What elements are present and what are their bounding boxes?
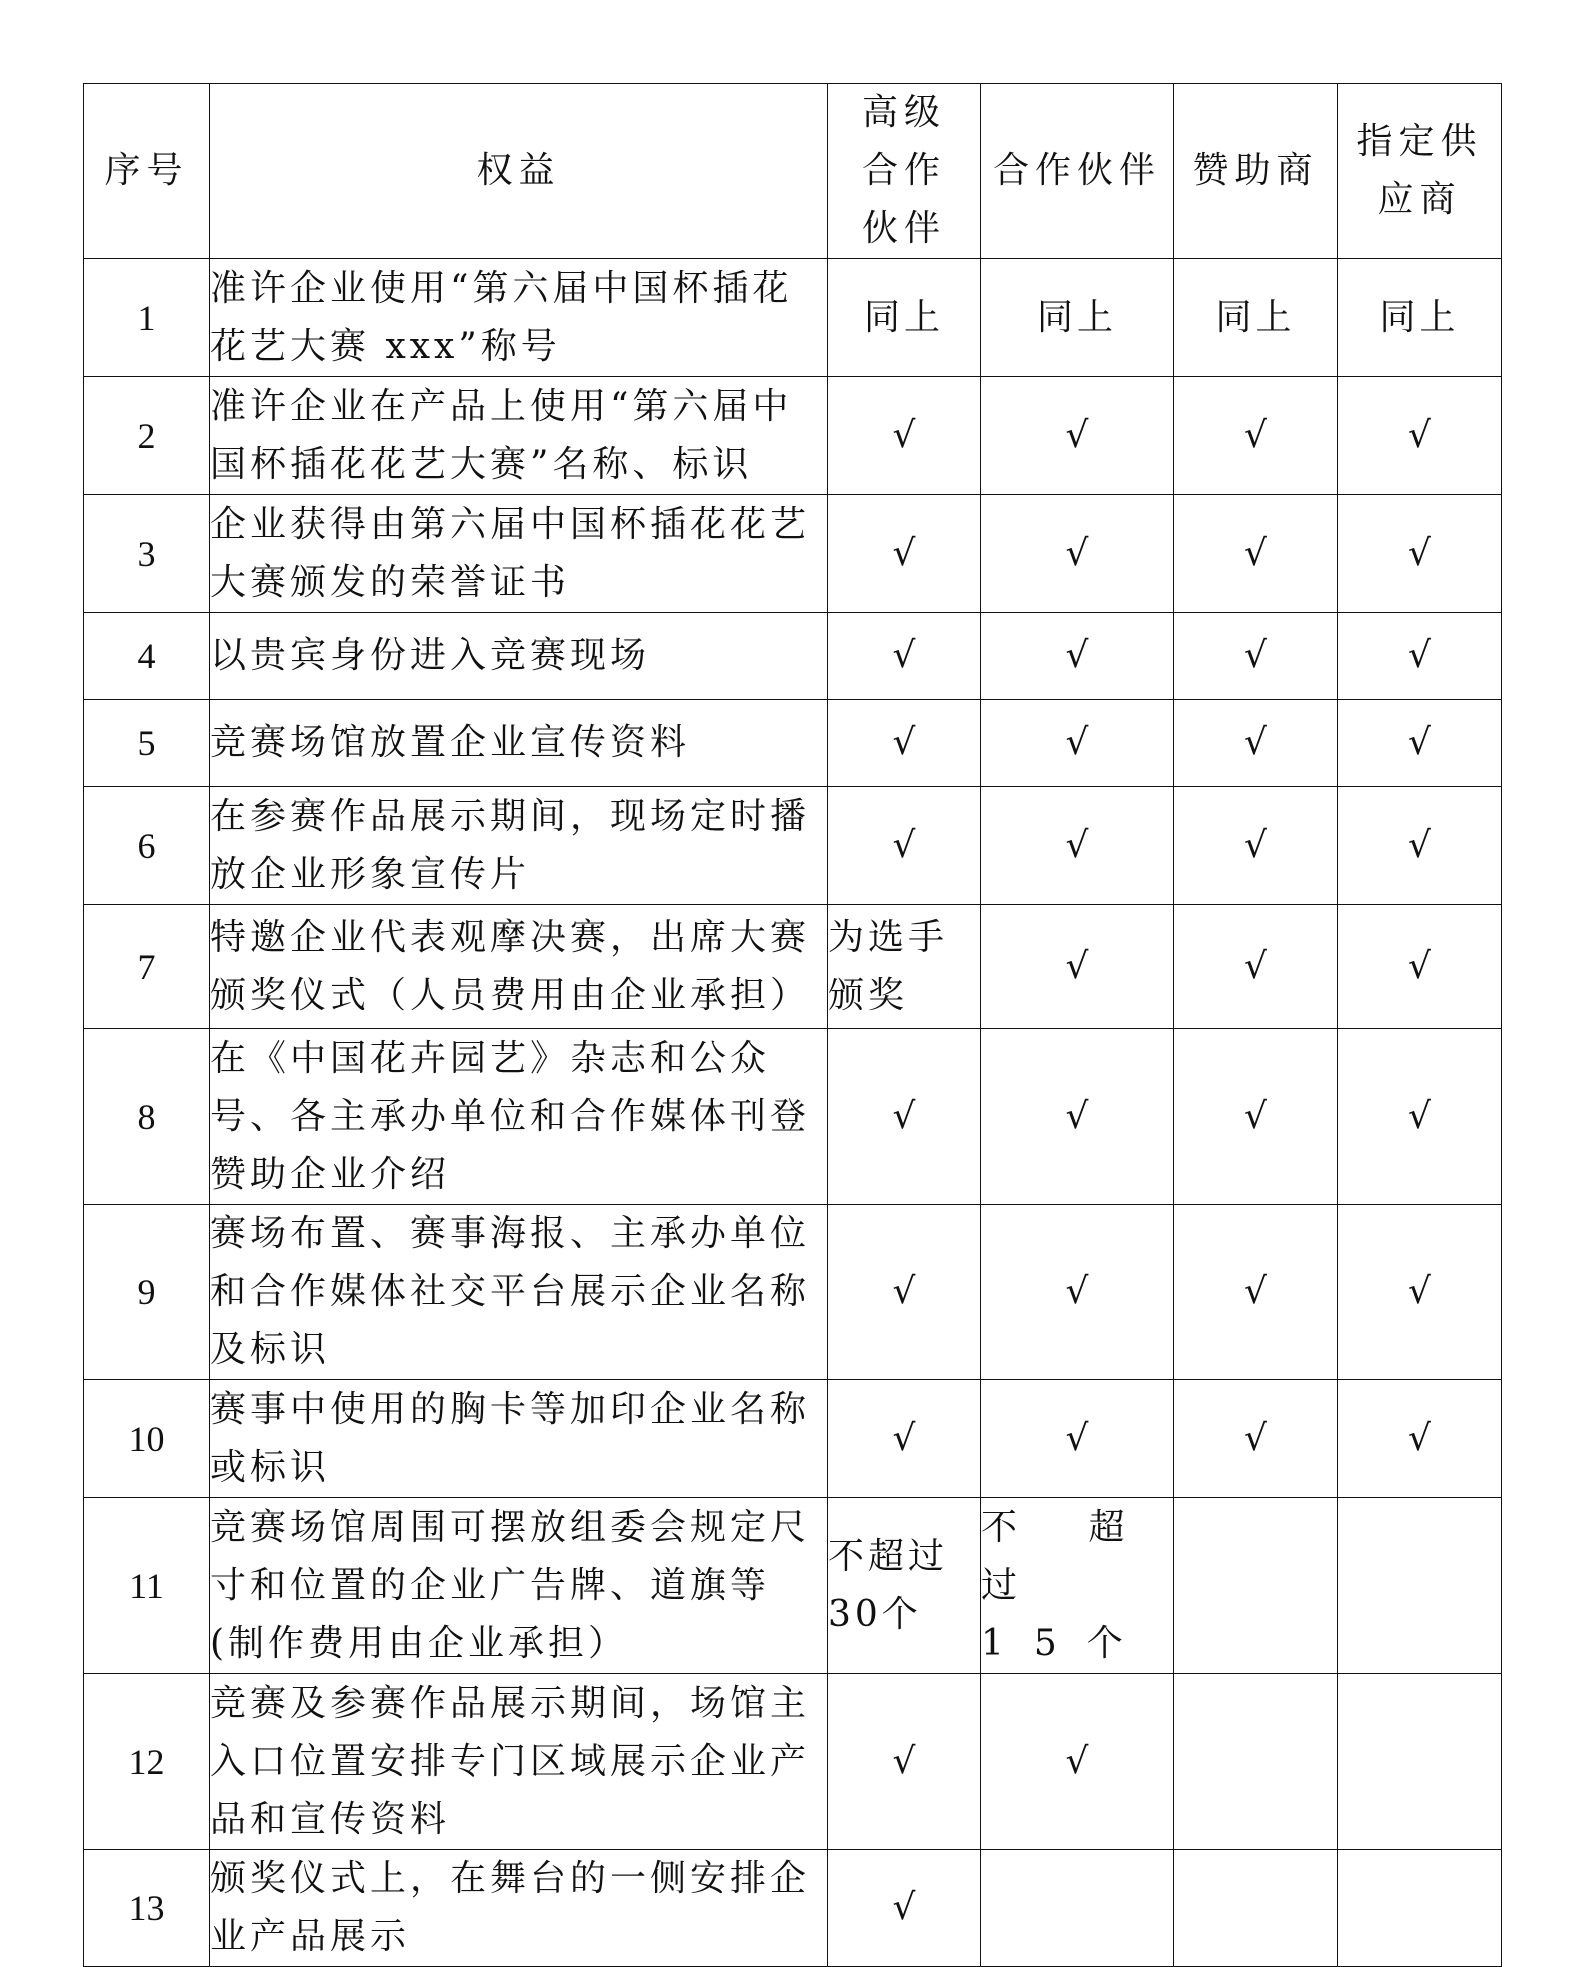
cell-supplier: √ [1338,1029,1502,1205]
cell-senior-partner: 为选手颁奖 [828,905,981,1029]
row-no: 6 [84,787,210,905]
row-no: 5 [84,700,210,787]
row-no: 2 [84,377,210,495]
cell-sponsor: √ [1174,1380,1338,1498]
cell-sponsor: √ [1174,905,1338,1029]
cell-senior-partner: √ [828,1029,981,1205]
table-row [84,613,1502,700]
cell-senior-partner: √ [828,1674,981,1850]
cell-partner: √ [981,1029,1174,1205]
cell-sponsor: √ [1174,613,1338,700]
row-right: 在参赛作品展示期间，现场定时播放企业形象宣传片 [210,787,828,905]
cell-partner: √ [981,1380,1174,1498]
header-sponsor: 赞助商 [1174,84,1338,259]
cell-senior-partner: √ [828,1380,981,1498]
row-right: 以贵宾身份进入竞赛现场 [210,613,828,700]
row-no: 8 [84,1029,210,1205]
header-right: 权益 [210,84,828,259]
cell-sponsor: √ [1174,700,1338,787]
table-row [84,495,1502,613]
row-right: 颁奖仪式上，在舞台的一侧安排企业产品展示 [210,1850,828,1967]
cell-sponsor [1174,1674,1338,1850]
cell-sponsor [1174,1498,1338,1674]
row-right: 竞赛场馆周围可摆放组委会规定尺寸和位置的企业广告牌、道旗等(制作费用由企业承担） [210,1498,828,1674]
row-no: 3 [84,495,210,613]
cell-supplier: √ [1338,1205,1502,1380]
cell-senior-partner: √ [828,1205,981,1380]
header-partner: 合作伙伴 [981,84,1174,259]
table-row [84,1029,1502,1205]
row-no: 12 [84,1674,210,1850]
cell-senior-partner: √ [828,787,981,905]
table-header-row [84,84,1502,259]
cell-supplier [1338,1674,1502,1850]
header-senior-partner [828,84,981,259]
cell-sponsor: √ [1174,787,1338,905]
row-right: 竞赛及参赛作品展示期间，场馆主入口位置安排专门区域展示企业产品和宣传资料 [210,1674,828,1850]
cell-partner [981,1850,1174,1967]
cell-sponsor: √ [1174,1205,1338,1380]
row-right: 竞赛场馆放置企业宣传资料 [210,700,828,787]
row-right: 赛场布置、赛事海报、主承办单位和合作媒体社交平台展示企业名称及标识 [210,1205,828,1380]
header-supplier-label: 指定供应商 [1356,121,1483,220]
cell-partner: √ [981,1674,1174,1850]
cell-partner: √ [981,700,1174,787]
row-no: 4 [84,613,210,700]
table-row [84,905,1502,1029]
row-no: 10 [84,1380,210,1498]
cell-senior-partner: √ [828,377,981,495]
cell-sponsor [1174,1850,1338,1967]
row-right: 赛事中使用的胸卡等加印企业名称或标识 [210,1380,828,1498]
header-supplier [1338,84,1502,259]
cell-senior-partner: √ [828,613,981,700]
cell-sponsor: √ [1174,495,1338,613]
table-row [84,1205,1502,1380]
row-right: 准许企业使用“第六届中国杯插花花艺大赛 xxx”称号 [210,259,828,377]
cell-supplier: √ [1338,905,1502,1029]
header-senior-partner-label: 高级合作伙伴 [861,92,946,249]
cell-sponsor: √ [1174,1029,1338,1205]
cell-supplier: √ [1338,787,1502,905]
cell-partner: √ [981,905,1174,1029]
table-row [84,1380,1502,1498]
cell-partner: √ [981,495,1174,613]
cell-senior-partner: 同上 [828,259,981,377]
cell-sponsor: 同上 [1174,259,1338,377]
table-row [84,787,1502,905]
row-no: 13 [84,1850,210,1967]
cell-partner: 不 超 过 15个 [981,1498,1174,1674]
cell-supplier: 同上 [1338,259,1502,377]
cell-supplier: √ [1338,1380,1502,1498]
cell-senior-partner: √ [828,1850,981,1967]
table-row [84,700,1502,787]
cell-supplier [1338,1850,1502,1967]
table-row [84,377,1502,495]
row-no: 9 [84,1205,210,1380]
cell-senior-partner: 不超过30个 [828,1498,981,1674]
cell-supplier: √ [1338,377,1502,495]
row-no: 1 [84,259,210,377]
cell-sponsor: √ [1174,377,1338,495]
cell-senior-partner: √ [828,700,981,787]
row-right: 特邀企业代表观摩决赛，出席大赛颁奖仪式（人员费用由企业承担） [210,905,828,1029]
benefits-table [83,83,1502,1967]
cell-partner: √ [981,1205,1174,1380]
table-row [84,259,1502,377]
table-row [84,1674,1502,1850]
row-no: 7 [84,905,210,1029]
row-right: 在《中国花卉园艺》杂志和公众号、各主承办单位和合作媒体刊登赞助企业介绍 [210,1029,828,1205]
cell-supplier: √ [1338,700,1502,787]
row-right: 企业获得由第六届中国杯插花花艺大赛颁发的荣誉证书 [210,495,828,613]
cell-partner: √ [981,787,1174,905]
header-no: 序号 [84,84,210,259]
cell-partner: √ [981,613,1174,700]
cell-supplier: √ [1338,495,1502,613]
table-row [84,1498,1502,1674]
cell-partner: √ [981,377,1174,495]
row-no: 11 [84,1498,210,1674]
cell-supplier [1338,1498,1502,1674]
row-right: 准许企业在产品上使用“第六届中国杯插花花艺大赛”名称、标识 [210,377,828,495]
cell-supplier: √ [1338,613,1502,700]
cell-senior-partner: √ [828,495,981,613]
cell-partner: 同上 [981,259,1174,377]
table-row [84,1850,1502,1967]
